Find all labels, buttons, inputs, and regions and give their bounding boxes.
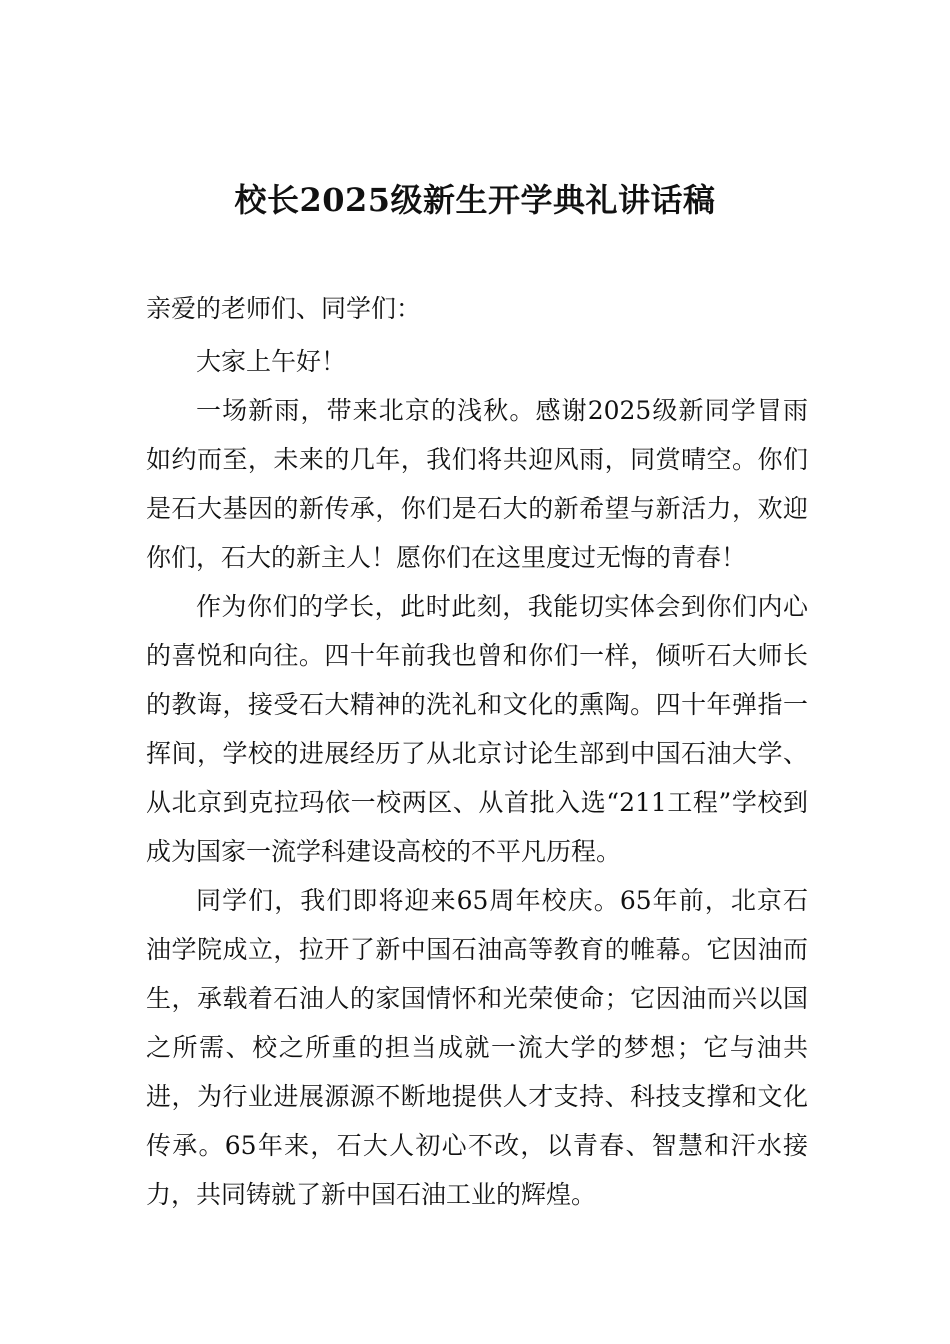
paragraph-greeting: 大家上午好！ bbox=[196, 347, 347, 376]
document-title: 校长2025级新生开学典礼讲话稿 bbox=[234, 181, 716, 219]
salutation: 亲爱的老师们、同学们： bbox=[146, 294, 422, 323]
paragraph-welcome: 一场新雨，带来北京的浅秋。感谢2025级新同学冒雨如约而至，未来的几年，我们将共迎风雨，同赏晴空。你们是石大基因的新传承，你们是石大的新希望与新活力，欢迎你们，石大的新主人！愿你们在这里度过无悔的青春！ bbox=[146, 396, 808, 572]
paragraph-history: 作为你们的学长，此时此刻，我能切实体会到你们内心的喜悦和向往。四十年前我也曾和你们一样，倾听石大师长的教诲，接受石大精神的洗礼和文化的熏陶。四十年弹指一挥间，学校的进展经历了从北京讨论生部到中国石油大学、从北京到克拉玛依一校两区、从首批入选“211工程”学校到成为国家一流学科建设高校的不平凡历程。 bbox=[146, 592, 808, 866]
paragraph-anniversary: 同学们，我们即将迎来65周年校庆。65年前，北京石油学院成立，拉开了新中国石油高等教育的帷幕。它因油而生，承载着石油人的家国情怀和光荣使命；它因油而兴以国之所需、校之所重的担当成就一流大学的梦想；它与油共进，为行业进展源源不断地提供人才支持、科技支撑和文化传承。65年来，石大人初心不改，以青春、智慧和汗水接力，共同铸就了新中国石油工业的辉煌。 bbox=[146, 886, 808, 1209]
document-body bbox=[146, 284, 808, 1219]
